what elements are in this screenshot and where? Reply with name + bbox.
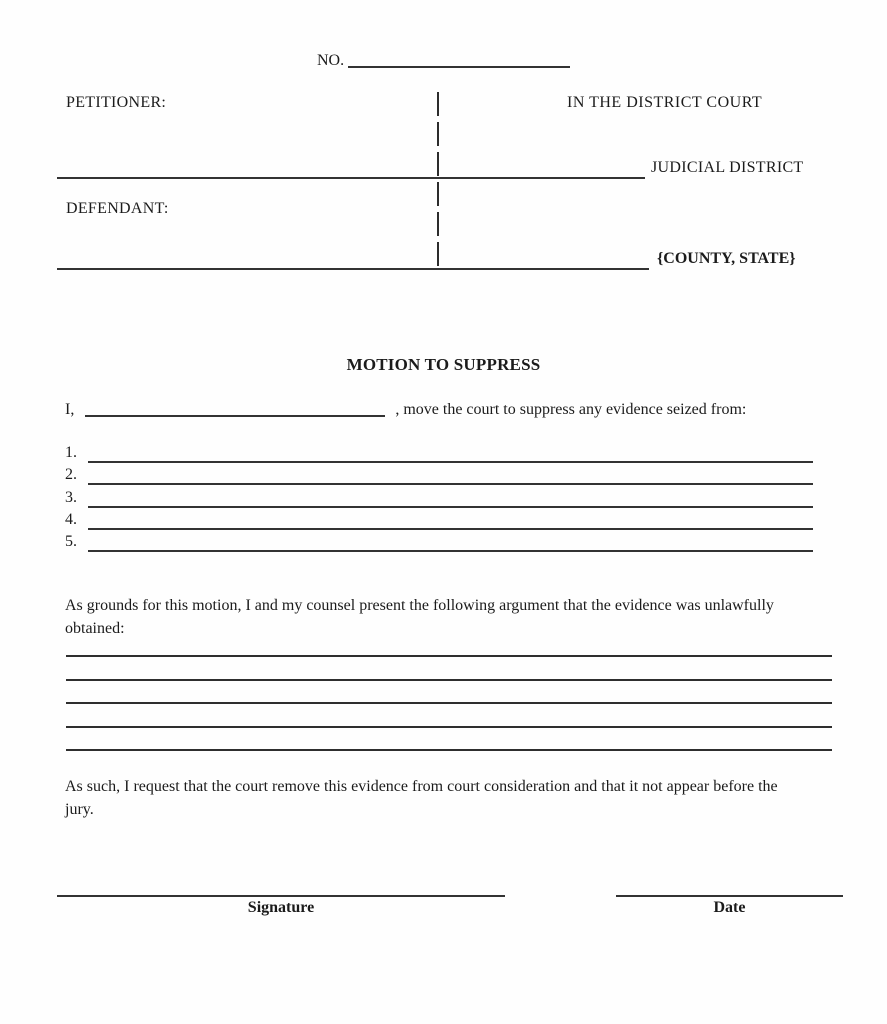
evidence-blank-3[interactable] xyxy=(88,483,813,507)
date-blank[interactable] xyxy=(616,895,843,897)
county-state-label: {COUNTY, STATE} xyxy=(657,250,796,267)
grounds-blank-3[interactable] xyxy=(66,702,832,704)
form-title: MOTION TO SUPPRESS xyxy=(346,355,541,374)
defendant-name-line[interactable] xyxy=(57,268,649,270)
case-number-label: NO. xyxy=(317,52,345,69)
grounds-blank-1[interactable] xyxy=(66,655,832,657)
defendant-label: DEFENDANT: xyxy=(66,200,169,217)
evidence-blank-5[interactable] xyxy=(88,528,813,552)
opening-prefix: I, xyxy=(65,401,75,418)
petitioner-label: PETITIONER: xyxy=(66,94,167,111)
case-number-row xyxy=(317,52,570,70)
evidence-blank-1[interactable] xyxy=(88,439,813,463)
evidence-row xyxy=(65,530,813,552)
opening-sentence xyxy=(65,401,746,419)
judicial-district-label: JUDICIAL DISTRICT xyxy=(651,159,804,176)
case-number-blank[interactable] xyxy=(348,52,570,68)
evidence-blank-4[interactable] xyxy=(88,506,813,530)
petitioner-name-line[interactable] xyxy=(57,177,645,179)
grounds-blank-5[interactable] xyxy=(66,749,832,751)
evidence-number: 3. xyxy=(65,488,77,506)
evidence-blank-2[interactable] xyxy=(88,461,813,485)
signature-blank[interactable] xyxy=(57,895,505,897)
evidence-row xyxy=(65,441,813,463)
date-label: Date xyxy=(713,899,746,916)
grounds-lines xyxy=(66,655,832,773)
evidence-number: 1. xyxy=(65,444,77,462)
evidence-number: 5. xyxy=(65,532,77,550)
evidence-number: 4. xyxy=(65,510,77,528)
closing-paragraph: As such, I request that the court remove this evidence from court consideration and that it not appear before the jury. xyxy=(65,778,778,818)
court-name-label: IN THE DISTRICT COURT xyxy=(567,94,763,111)
evidence-row xyxy=(65,485,813,507)
evidence-number: 2. xyxy=(65,466,77,484)
signature-label: Signature xyxy=(247,899,315,916)
grounds-blank-4[interactable] xyxy=(66,726,832,728)
grounds-blank-2[interactable] xyxy=(66,679,832,681)
caption-divider xyxy=(437,92,439,270)
evidence-row xyxy=(65,463,813,485)
movant-name-blank[interactable] xyxy=(85,401,385,417)
opening-suffix: , move the court to suppress any evidence seized from: xyxy=(395,401,747,418)
evidence-list xyxy=(65,441,813,552)
evidence-row xyxy=(65,508,813,530)
grounds-paragraph: As grounds for this motion, I and my counsel present the following argument that the evidence was unlawfully obtained: xyxy=(65,597,774,637)
